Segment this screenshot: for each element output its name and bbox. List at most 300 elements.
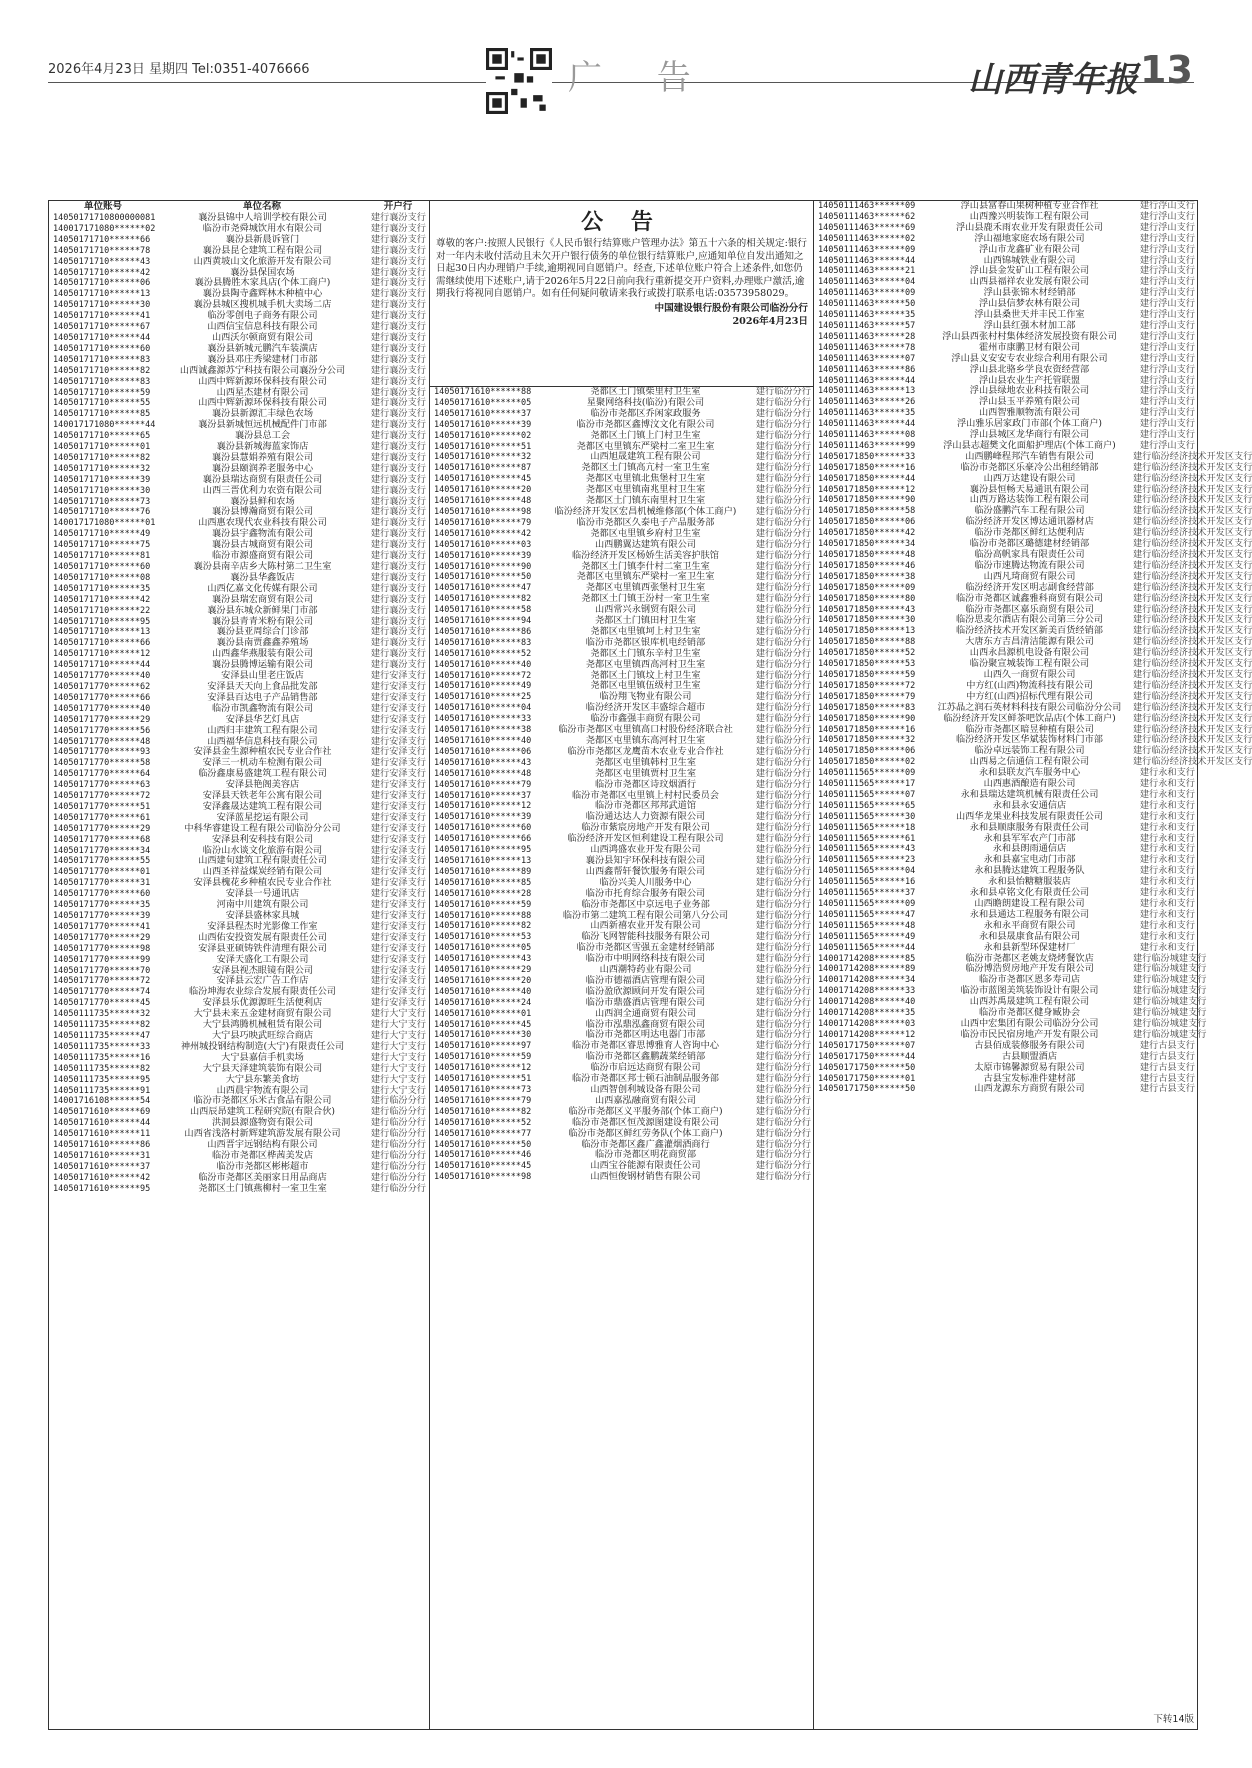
row-bank: 建行襄汾支行	[370, 582, 426, 594]
row-bank: 建行襄汾支行	[370, 222, 426, 234]
row-acct: 14050111463******44	[818, 419, 916, 430]
row-bank: 建行临汾分行	[755, 495, 811, 507]
row-acct: 14050171850******59	[818, 669, 916, 680]
row-name: 临汾市尧都区银库机电经销部	[585, 636, 706, 648]
row-acct: 14050171710******43	[53, 256, 151, 267]
row-bank: 建行永和支行	[1139, 941, 1195, 953]
row-bank: 建行临汾分行	[755, 1138, 811, 1150]
row-name: 山西县福祥农业发展有限公司	[969, 276, 1090, 288]
row-name: 临汾市启远达商贸有限公司	[590, 1062, 701, 1074]
continued-note: 下转14版	[1153, 1714, 1194, 1725]
row-acct: 14050111463******44	[818, 375, 916, 386]
row-name: 临汾经济开发区博达通讯器材店	[965, 516, 1094, 528]
row-bank: 建行临汾经济技术开发区支行	[1133, 527, 1252, 539]
row-bank: 建行襄汾支行	[370, 637, 426, 649]
row-acct: 14050171710******59	[53, 387, 151, 398]
row-acct: 14050171610******58	[434, 605, 532, 616]
row-acct: 14050171610******42	[53, 1172, 151, 1183]
row-bank: 建行临汾分行	[755, 898, 811, 910]
row-bank: 建行浮山支行	[1139, 418, 1195, 430]
row-acct: 14050171770******51	[53, 801, 151, 812]
row-name: 安泽县视杰眼镜有限公司	[211, 964, 314, 976]
row-name: 临汾市尧都区明花商贸部	[594, 1149, 697, 1161]
row-acct: 14050171850******02	[818, 757, 916, 768]
row-name: 山西苏禹晟建筑工程有限公司	[969, 996, 1090, 1008]
row-bank: 建行临汾分行	[755, 713, 811, 725]
table-row	[430, 431, 814, 442]
row-bank: 建行襄汾支行	[370, 539, 426, 551]
row-acct: 14050171710******66	[53, 638, 151, 649]
row-name: 山西豫兴明装饰工程有限公司	[969, 210, 1090, 222]
row-acct: 14050171710******13	[53, 627, 151, 638]
row-bank: 建行襄汾支行	[370, 277, 426, 289]
row-bank: 建行浮山支行	[1139, 407, 1195, 419]
row-bank: 建行临汾经济技术开发区支行	[1133, 570, 1252, 582]
row-acct: 14050171610******52	[434, 1117, 532, 1128]
row-name: 襄汾县腾博运输有限公司	[211, 659, 314, 671]
table-row	[814, 581, 1252, 594]
row-acct: 14050111463******78	[818, 342, 916, 353]
row-name: 临汾经济开发区华斌装饰材料门市部	[956, 734, 1103, 746]
row-bank: 建行襄汾支行	[370, 386, 426, 398]
row-bank: 建行永和支行	[1139, 908, 1195, 920]
row-bank: 建行临汾经济技术开发区支行	[1133, 636, 1252, 648]
row-acct: 14050171850******53	[818, 659, 916, 670]
row-bank: 建行临汾分行	[755, 658, 811, 670]
row-name: 襄汾县南辛店乡大陈村第二卫生室	[193, 561, 332, 572]
row-name: 临汾市蓝图美筑装饰设计有限公司	[960, 985, 1099, 997]
row-name: 安泽县金生源种植农民专业合作社	[193, 746, 332, 758]
row-acct: 14050171710******12	[53, 649, 151, 660]
row-name: 临汾市民民宿房地产开发有限公司	[960, 1028, 1099, 1040]
row-name: 临汾博浩贸房地产开发有限公司	[965, 963, 1094, 975]
table-row	[814, 823, 1198, 834]
row-name: 临汾市尧都区嘉乐商贸有限公司	[965, 603, 1094, 615]
row-acct: 14050171710******49	[53, 529, 151, 540]
row-bank: 建行浮山支行	[1139, 429, 1195, 441]
row-name: 浮山福地家庭农场有限公司	[974, 232, 1085, 244]
row-acct: 14050171770******72	[53, 976, 151, 987]
row-acct: 14050171710******42	[53, 594, 151, 605]
row-acct: 14050171770******39	[53, 911, 151, 921]
row-acct: 14050111463******69	[818, 222, 916, 233]
row-name: 临汾市紫宸房地产开发有限公司	[581, 822, 710, 834]
row-acct: 14050171710******55	[53, 398, 151, 409]
row-bank: 建行浮山支行	[1139, 363, 1195, 375]
row-acct: 14050111463******21	[818, 266, 916, 277]
row-acct: 14050171610******89	[434, 866, 532, 877]
row-name: 大宁县巧映武旺综合商店	[211, 1029, 314, 1041]
row-acct: 14050171610******30	[434, 1030, 532, 1041]
row-acct: 14050171610******50	[434, 1139, 532, 1150]
table-row	[814, 932, 1198, 943]
row-name: 山西鑫帮轩餐饮服务有限公司	[585, 865, 706, 877]
table-row	[430, 769, 814, 780]
row-bank: 建行临汾分行	[755, 484, 811, 496]
row-name: 永和县朗雨通信店	[992, 843, 1067, 855]
row-name: 古县佰成装修服务有限公司	[974, 1039, 1085, 1051]
row-name: 尧都区屯里镇坷上村卫生室	[590, 625, 701, 637]
row-bank: 建行临汾分行	[755, 418, 811, 430]
row-acct: 14050111565******17	[818, 779, 916, 790]
row-name: 永和县腾达建筑工程服务队	[974, 865, 1085, 877]
row-acct: 14001714208******34	[818, 975, 916, 986]
row-acct: 14050171610******53	[434, 932, 532, 943]
row-acct: 14050171610******86	[53, 1140, 151, 1151]
row-acct: 14050111463******09	[818, 244, 916, 255]
row-bank: 建行临汾分行	[370, 1117, 426, 1129]
row-name: 山西华龙果业科技发展有限责任公司	[956, 810, 1103, 822]
row-bank: 建行永和支行	[1139, 898, 1195, 909]
row-acct: 14050111463******44	[818, 255, 916, 266]
row-name: 襄汾县昆仑建筑工程有限公司	[202, 244, 323, 256]
row-acct: 14050171770******64	[53, 769, 151, 780]
row-acct: 14050171610******39	[434, 419, 532, 430]
row-bank: 建行襄汾支行	[370, 266, 426, 278]
row-bank: 建行临汾分行	[755, 647, 811, 659]
row-bank: 建行临汾经济技术开发区支行	[1133, 701, 1252, 713]
row-acct: 14001714208******12	[818, 1029, 916, 1040]
row-acct: 14050171710******35	[53, 583, 151, 594]
row-acct: 14050171710******95	[53, 616, 151, 627]
row-acct: 14050171610******37	[434, 408, 532, 419]
row-name: 安泽县百达电子产品销售部	[207, 691, 318, 703]
row-acct: 14050171770******68	[53, 834, 151, 845]
row-name: 临汾市尧都区鑫鹏蔬菜经销部	[585, 1051, 706, 1063]
row-name: 临汾市尧都区鲜红劳务队(个体工商户)	[568, 1127, 723, 1139]
row-acct: 14050171710******60	[53, 562, 151, 572]
row-bank: 建行浮山支行	[1139, 319, 1195, 331]
row-bank: 建行临汾分行	[755, 822, 811, 834]
row-bank: 建行临汾分行	[755, 844, 811, 856]
row-bank: 建行临汾分行	[755, 549, 811, 561]
account-list-2	[430, 387, 814, 1183]
row-name: 山西福华信息科技有限公司	[207, 735, 318, 747]
row-acct: 14050111565******37	[818, 888, 916, 899]
row-bank: 建行临汾分行	[755, 593, 811, 605]
row-bank: 建行临汾分行	[755, 429, 811, 441]
table-row	[49, 835, 429, 846]
row-name: 襄汾县恒畅天易通讯有限公司	[969, 483, 1090, 495]
row-acct: 14001714208******03	[818, 1018, 916, 1029]
row-name: 临汾市尧都区健身臧协会	[978, 1007, 1081, 1019]
row-acct: 14050171710******65	[53, 431, 151, 442]
row-name: 临汾市尧都区睿思博雅育人咨询中心	[572, 1040, 719, 1052]
row-name: 临汾市泓鼎泓鑫商贸有限公司	[585, 1018, 706, 1030]
row-name: 临汾市凯鑫物流有限公司	[211, 702, 314, 714]
row-acct: 14050171610******45	[434, 474, 532, 485]
row-name: 浮山县西张村村集体经济发展投资有限公司	[942, 330, 1117, 342]
row-bank: 建行永和支行	[1139, 919, 1195, 931]
row-name: 尧都区土门镇燕柳村一室卫生室	[198, 1182, 327, 1194]
row-bank: 建行永和支行	[1139, 778, 1195, 790]
row-name: 临汾市尧都区桦茜美发店	[211, 1149, 314, 1161]
row-bank: 建行襄汾支行	[370, 451, 426, 463]
row-bank: 建行临汾分行	[755, 625, 811, 637]
row-acct: 14050171710******82	[53, 365, 151, 376]
row-name: 山西永昌源机电设备有限公司	[969, 647, 1090, 659]
row-acct: 14050171710******39	[53, 474, 151, 485]
row-bank: 建行临汾城建支行	[1133, 996, 1207, 1008]
row-name: 山西建旬建筑工程有限责任公司	[198, 855, 327, 867]
row-bank: 建行浮山支行	[1139, 341, 1195, 353]
row-bank: 建行永和支行	[1139, 854, 1195, 866]
row-bank: 建行临汾分行	[755, 396, 811, 408]
row-bank: 建行安泽支行	[370, 888, 426, 900]
row-name: 永和县晟康食品有限公司	[978, 930, 1081, 942]
row-name: 尧都区屯里镇东严梁村二室卫生室	[576, 440, 715, 452]
row-name: 安泽县山里老庄饭店	[221, 670, 304, 682]
row-acct: 14050171610******39	[434, 550, 532, 561]
row-bank: 建行临汾分行	[755, 451, 811, 463]
row-bank: 建行襄汾支行	[370, 408, 426, 420]
row-acct: 14050111735******95	[53, 1074, 151, 1085]
row-acct: 14050111735******33	[53, 1041, 151, 1052]
row-bank: 建行浮山支行	[1139, 243, 1195, 255]
row-acct: 14050111565******43	[818, 844, 916, 855]
row-name: 临汾市尧都区鑫博汶文化有限公司	[576, 418, 715, 430]
row-acct: 14050171770******62	[53, 681, 151, 692]
row-name: 临汾经济开发区明志副食经营部	[965, 581, 1094, 593]
row-bank: 建行安泽支行	[370, 800, 426, 812]
row-bank: 建行安泽支行	[370, 997, 426, 1009]
row-name: 临汾市尧舜城饮用水有限公司	[202, 222, 323, 234]
row-acct: 14050171770******41	[53, 921, 151, 932]
row-bank: 建行襄汾支行	[370, 561, 426, 572]
row-name: 临汾市尧都区雪强五金建材经销部	[576, 942, 715, 954]
row-name: 临汾翔飞物业有限公司	[599, 691, 692, 703]
row-name: 临汾市尧都区诚鑫雅科商贸有限公司	[956, 592, 1103, 604]
row-acct: 14050171610******12	[434, 1063, 532, 1074]
row-name: 山西辰昂建筑工程研究院(有限合伙)	[190, 1106, 335, 1118]
row-bank: 建行临汾经济技术开发区支行	[1133, 745, 1252, 757]
table-row	[814, 472, 1252, 485]
row-name: 尧都区屯里镇伍级村卫生室	[590, 680, 701, 692]
row-bank: 建行临汾经济技术开发区支行	[1133, 592, 1252, 604]
row-bank: 建行临汾分行	[370, 1106, 426, 1118]
row-name: 永和县通达工程服务有限公司	[969, 908, 1090, 920]
row-name: 山西凡琦商贸有限公司	[983, 570, 1076, 582]
row-acct: 14050171610******46	[434, 1150, 532, 1161]
row-bank: 建行永和支行	[1139, 887, 1195, 899]
row-acct: 14050171710******82	[53, 452, 151, 463]
row-acct: 14050171750******50	[818, 1062, 916, 1073]
row-acct: 14001714208******85	[818, 953, 916, 964]
row-name: 永和县顺康服务有限责任公司	[969, 821, 1090, 833]
row-acct: 14050171610******45	[434, 1019, 532, 1030]
row-acct: 14050171750******44	[818, 1051, 916, 1062]
row-acct: 14050171610******20	[434, 485, 532, 496]
row-bank: 建行临汾经济技术开发区支行	[1133, 450, 1252, 462]
row-bank: 建行临汾城建支行	[1133, 974, 1207, 986]
row-acct: 14050171610******82	[434, 1106, 532, 1117]
row-acct: 14050171850******42	[818, 528, 916, 539]
row-bank: 建行临汾分行	[755, 767, 811, 779]
row-name: 中方红(山西)物流科技有限公司	[966, 679, 1093, 691]
row-acct: 14050111463******13	[818, 386, 916, 397]
row-bank: 建行临汾城建支行	[1133, 952, 1207, 964]
page-number: 13	[1140, 48, 1193, 92]
table-row	[814, 1084, 1198, 1095]
row-bank: 建行安泽支行	[370, 691, 426, 703]
row-name: 山西润全通商贸有限公司	[594, 1007, 697, 1019]
row-acct: 14050171610******82	[434, 594, 532, 605]
row-acct: 14050111463******07	[818, 353, 916, 364]
row-bank: 建行襄汾支行	[370, 255, 426, 267]
row-bank: 建行永和支行	[1139, 788, 1195, 800]
row-name: 临汾市鑫强丰商贸有限公司	[590, 713, 701, 725]
row-acct: 14050171770******99	[53, 954, 151, 965]
row-acct: 14050171610******72	[434, 670, 532, 681]
row-bank: 建行安泽支行	[370, 942, 426, 954]
row-bank: 建行临汾分行	[755, 1007, 811, 1019]
row-acct: 14050171850******80	[818, 593, 916, 604]
row-acct: 14050171610******51	[434, 441, 532, 452]
row-acct: 14050171610******51	[434, 1074, 532, 1085]
row-name: 永和县永安通信店	[992, 799, 1067, 811]
notice-table-frame	[48, 200, 1252, 1730]
row-bank: 建行临汾分行	[755, 1029, 811, 1041]
row-acct: 14050171610******12	[434, 801, 532, 812]
table-row	[430, 1129, 814, 1140]
row-name: 襄汾县总工会	[234, 430, 291, 442]
row-bank: 建行临汾经济技术开发区支行	[1133, 483, 1252, 495]
row-acct: 14050171610******59	[434, 899, 532, 910]
row-acct: 14050111735******47	[53, 1030, 151, 1041]
row-acct: 14050171610******32	[434, 452, 532, 463]
table-row	[430, 900, 814, 911]
row-bank: 建行浮山支行	[1139, 221, 1195, 233]
row-acct: 14050111565******65	[818, 800, 916, 811]
row-acct: 14050111565******61	[818, 833, 916, 844]
row-acct: 14050171610******45	[434, 1161, 532, 1172]
row-name: 安泽蓝星挖运有限公司	[216, 811, 309, 823]
row-bank: 建行安泽支行	[370, 713, 426, 725]
row-name: 山西万达建设有限公司	[983, 472, 1076, 484]
row-acct: 14050171850******88	[818, 637, 916, 648]
row-bank: 建行临汾分行	[755, 909, 811, 921]
row-acct: 14050171710******30	[53, 485, 151, 496]
row-acct: 14050171610******48	[434, 496, 532, 507]
row-name: 尧都区土门镇坟上村卫生室	[590, 669, 701, 681]
row-bank: 建行临汾分行	[755, 724, 811, 736]
row-name: 襄汾县保国农场	[230, 266, 295, 278]
row-name: 洪洞县源盛物资有限公司	[211, 1117, 314, 1129]
row-acct: 14050171770******61	[53, 812, 151, 823]
table-row	[430, 780, 814, 791]
row-name: 山西常兴永钢贸有限公司	[594, 604, 697, 616]
row-acct: 14050171610******82	[434, 921, 532, 932]
row-acct: 14050171850******09	[818, 582, 916, 593]
row-bank: 建行临汾分行	[755, 985, 811, 997]
row-name: 临汾市尧都区诗玟烟酒行	[594, 778, 697, 790]
row-bank: 建行临汾分行	[370, 1160, 426, 1172]
row-name: 襄汾县锦中人培训学校有限公司	[198, 212, 327, 223]
row-bank: 建行大宁支行	[370, 1029, 426, 1041]
row-acct: 14050171610******31	[53, 1150, 151, 1161]
announcement	[430, 201, 814, 387]
row-acct: 14050171610******04	[434, 703, 532, 714]
row-bank: 建行浮山支行	[1139, 265, 1195, 277]
row-name: 永和县怡糖糖服装店	[988, 876, 1071, 888]
row-acct: 14050171610******28	[434, 888, 532, 899]
row-name: 浮山县义安安专农业综合利用有限公司	[951, 352, 1108, 364]
row-acct: 14050171610******88	[434, 387, 532, 397]
row-bank: 建行临汾分行	[755, 1160, 811, 1172]
row-acct: 140017171080******01	[53, 518, 156, 529]
row-name: 霍州市康鹏卫材有限公司	[978, 341, 1081, 353]
row-acct: 14050171610******60	[434, 823, 532, 834]
row-acct: 14050171770******58	[53, 758, 151, 769]
table-row	[430, 1009, 814, 1020]
row-bank: 建行安泽支行	[370, 724, 426, 736]
row-name: 尧都区屯里镇西高河村卫生室	[585, 658, 706, 670]
row-acct: 14050171610******98	[434, 506, 532, 517]
row-name: 临汾市尧都区邦士顿石油制品服务部	[572, 1073, 719, 1085]
row-name: 临汾市尧都区中京远电子业务部	[581, 898, 710, 910]
column-2	[429, 201, 814, 1729]
row-name: 临汾通达达人力资源有限公司	[585, 811, 706, 823]
row-bank: 建行临汾分行	[370, 1171, 426, 1183]
row-name: 临汾经济开发区鲜茶吧饮品店(个体工商户)	[943, 712, 1116, 724]
issue-date: 2026年4月23日 星期四 Tel:0351-4076666	[48, 62, 310, 77]
row-name: 古县顺盟酒店	[1001, 1050, 1058, 1062]
row-acct: 14001714208******40	[818, 997, 916, 1008]
row-bank: 建行临汾经济技术开发区支行	[1133, 472, 1252, 484]
row-acct: 14050111463******28	[818, 331, 916, 342]
row-acct: 14050111565******30	[818, 811, 916, 822]
table-row	[49, 486, 429, 497]
row-bank: 建行临汾分行	[755, 1051, 811, 1063]
row-name: 浮山县桑世天并丰民工作室	[974, 309, 1085, 321]
row-bank: 建行永和支行	[1139, 876, 1195, 888]
row-bank: 建行临汾分行	[755, 386, 811, 397]
row-bank: 建行襄汾支行	[370, 212, 426, 223]
row-name: 安泽县华艺灯具店	[225, 713, 300, 725]
row-acct: 14050171610******90	[434, 561, 532, 572]
row-acct: 14050171770******35	[53, 900, 151, 911]
row-acct: 14050171770******31	[53, 878, 151, 889]
row-name: 襄汾县青青米粉有限公司	[211, 615, 314, 627]
row-name: 临汾市源盛商贸有限公司	[211, 550, 314, 562]
row-name: 临汾思麦尔酒店有限公司第三分公司	[956, 614, 1103, 626]
row-bank: 建行临汾城建支行	[1133, 985, 1207, 997]
row-acct: 14050171710******85	[53, 409, 151, 420]
row-acct: 14050171850******30	[818, 615, 916, 626]
row-acct: 14050171610******43	[434, 757, 532, 768]
row-bank: 建行浮山支行	[1139, 287, 1195, 299]
table-row	[49, 377, 429, 388]
row-name: 大宁县天泽建筑装饰有限公司	[202, 1062, 323, 1074]
row-name: 襄汾县腾胜木家具店(个体工商户)	[194, 277, 331, 289]
row-bank: 建行襄汾支行	[370, 604, 426, 616]
row-bank: 建行襄汾支行	[370, 419, 426, 431]
row-acct: 14050171850******16	[818, 462, 916, 473]
row-bank: 建行浮山支行	[1139, 276, 1195, 288]
row-name: 临汾市尧都区鲜红达便利店	[974, 527, 1085, 539]
row-bank: 建行临汾分行	[755, 833, 811, 845]
row-bank: 建行临汾分行	[755, 669, 811, 681]
row-bank: 建行临汾经济技术开发区支行	[1133, 581, 1252, 593]
row-bank: 建行临汾分行	[755, 1105, 811, 1117]
row-acct: 14050171770******56	[53, 725, 151, 736]
row-bank: 建行安泽支行	[370, 866, 426, 878]
row-acct: 14050171610******77	[434, 1128, 532, 1139]
row-acct: 14050111463******99	[818, 440, 916, 451]
row-name: 临汾卓远装饰工程有限公司	[974, 745, 1085, 757]
row-bank: 建行临汾城建支行	[1133, 1028, 1207, 1040]
row-bank: 建行襄汾支行	[370, 626, 426, 638]
